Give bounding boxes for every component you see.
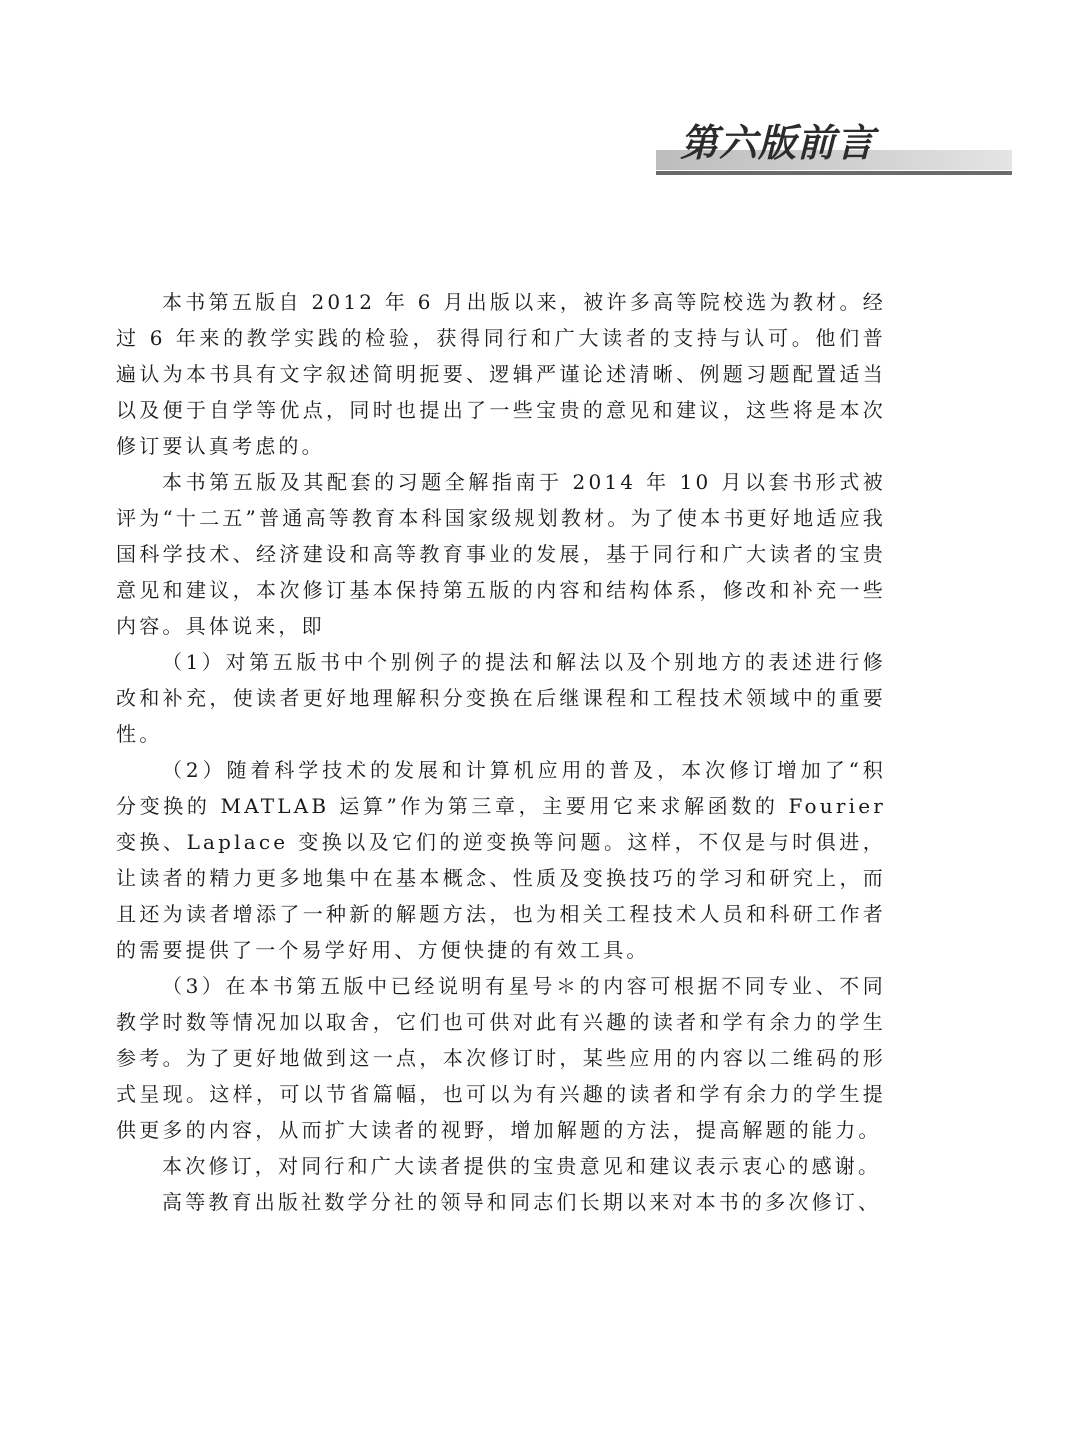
paragraph-item-1: （1）对第五版书中个别例子的提法和解法以及个别地方的表述进行修改和补充，使读者更好地理解积分变换在后继课程和工程技术领域中的重要性。 <box>116 650 886 746</box>
paragraph-1: 本书第五版自 2012 年 6 月出版以来，被许多高等院校选为教材。经过 6 年来的教学实践的检验，获得同行和广大读者的支持与认可。他们普遍认为本书具有文字叙述简明扼要、逻辑严谨论述清晰、例题习题配置适当以及便于自学等优点，同时也提出了一些宝贵的意见和建议，这些将是本次修订要认真考虑的。 <box>116 290 886 458</box>
chapter-header <box>654 118 1014 180</box>
paragraph-2: 本书第五版及其配套的习题全解指南于 2014 年 10 月以套书形式被评为“十二五”普通高等教育本科国家级规划教材。为了使本书更好地适应我国科学技术、经济建设和高等教育事业的发展，基于同行和广大读者的宝贵意见和建议，本次修订基本保持第五版的内容和结构体系，修改和补充一些内容。具体说来，即 <box>116 470 886 638</box>
page-title: 第六版前言 <box>680 120 876 165</box>
paragraph-thanks: 本次修订，对同行和广大读者提供的宝贵意见和建议表示衷心的感谢。 <box>162 1154 882 1178</box>
preface-body <box>116 284 886 1220</box>
paragraph-item-2: （2）随着科学技术的发展和计算机应用的普及，本次修订增加了“积分变换的 MATLAB 运算”作为第三章，主要用它来求解函数的 Fourier 变换、Laplace 变换以及它们的逆变换等问题。这样，不仅是与时俱进，让读者的精力更多地集中在基本概念、性质及变换技巧的学习和研究上，而且还为读者增添了一种新的解题方法，也为相关工程技术人员和科研工作者的需要提供了一个易学好用、方便快捷的有效工具。 <box>116 758 886 962</box>
header-underline-rule <box>656 171 1012 175</box>
paragraph-last: 高等教育出版社数学分社的领导和同志们长期以来对本书的多次修订、 <box>162 1190 882 1214</box>
paragraph-item-3: （3）在本书第五版中已经说明有星号＊的内容可根据不同专业、不同教学时数等情况加以取舍，它们也可供对此有兴趣的读者和学有余力的学生参考。为了更好地做到这一点，本次修订时，某些应用的内容以二维码的形式呈现。这样，可以节省篇幅，也可以为有兴趣的读者和学有余力的学生提供更多的内容，从而扩大读者的视野，增加解题的方法，提高解题的能力。 <box>116 974 886 1142</box>
